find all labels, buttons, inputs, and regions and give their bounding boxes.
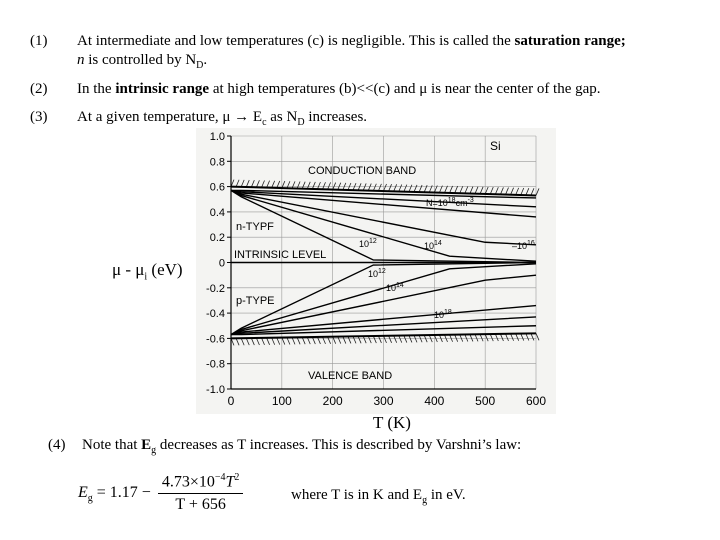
numerator-t: T	[225, 473, 235, 491]
numerator-base: 4.73×10	[161, 473, 215, 491]
point-3-mid: as N	[266, 109, 298, 125]
point-1-pre: At intermediate and low temperatures (c) is negligible. This is called the	[77, 33, 515, 49]
y-axis-label-post: (eV)	[147, 260, 183, 279]
x-tick-label: 600	[525, 394, 547, 408]
y-tick-label: 0.6	[209, 181, 225, 194]
doping-label-exp: 12	[369, 238, 377, 245]
doping-label-base: 10	[368, 269, 379, 279]
point-4-pre: Note that	[82, 437, 142, 453]
note-pre: where T is in K and E	[291, 487, 423, 503]
point-3-post: increases.	[304, 109, 368, 125]
y-tick-label: 0.2	[209, 232, 225, 245]
point-2-pre: In the	[77, 81, 116, 97]
doping-label-exp: 14	[396, 282, 404, 289]
point-4-post: decreases as T increases. This is described by Varshni’s law:	[156, 437, 522, 453]
conduction-band-label: CONDUCTION BAND	[308, 165, 417, 177]
point-2-text	[77, 80, 697, 99]
material-label: Si	[490, 139, 501, 153]
y-tick-label: -0.6	[206, 333, 225, 346]
numerator-t-exp: 2	[234, 472, 240, 483]
point-4-text	[82, 436, 702, 460]
doping-label-exp: 14	[434, 240, 442, 247]
y-axis-label-sub: i	[144, 271, 148, 283]
point-1-var: n	[77, 52, 85, 68]
point-4-number: (4)	[48, 437, 66, 453]
doping-label-base: 10	[386, 283, 397, 293]
valence-band-label: VALENCE BAND	[308, 370, 393, 382]
equation-lhs-sub: g	[87, 493, 93, 505]
equation-numerator	[158, 472, 244, 494]
note-sub: g	[422, 495, 428, 506]
x-tick-label: 500	[475, 394, 496, 408]
y-tick-label: 0	[218, 257, 225, 270]
point-4-eg-sub: g	[151, 445, 157, 456]
point-2-bold: intrinsic range	[115, 81, 210, 97]
p-type-label: p-TYPE	[236, 295, 275, 307]
equation-constant: = 1.17 −	[92, 483, 155, 501]
point-1-sub: D	[196, 60, 204, 71]
intrinsic-level-label: INTRINSIC LEVEL	[234, 249, 327, 261]
chart-svg	[196, 128, 556, 414]
varshni-equation	[78, 472, 243, 514]
density-unit: cm	[455, 198, 468, 208]
x-tick-label: 0	[227, 394, 235, 408]
y-tick-label: -0.4	[206, 308, 225, 321]
x-tick-label: 400	[424, 394, 445, 408]
numerator-exp: −4	[214, 472, 226, 483]
note-post: in eV.	[427, 487, 466, 503]
point-3-sub-d: D	[297, 117, 305, 128]
y-tick-label: -0.2	[206, 282, 225, 295]
point-3-sub-c: c	[262, 117, 267, 128]
point-1-number: (1)	[30, 33, 48, 49]
point-4-eg: E	[141, 437, 152, 453]
doping-label-base: 10	[434, 310, 445, 320]
point-2-number: (2)	[30, 81, 48, 97]
point-1-end: .	[203, 52, 208, 68]
y-tick-label: 0.4	[209, 206, 225, 219]
point-1-mid: is controlled by N	[84, 52, 197, 68]
point-1-bold: saturation range;	[514, 33, 626, 49]
y-tick-label: 0.8	[209, 156, 225, 169]
density-base: N=10	[426, 198, 448, 208]
density-exp: 18	[447, 197, 456, 204]
point-3-number: (3)	[30, 109, 48, 125]
y-tick-label: 1.0	[209, 131, 225, 143]
x-tick-label: 200	[322, 394, 343, 408]
doping-label-base: 10	[424, 241, 435, 251]
doping-label-exp: 12	[378, 268, 386, 275]
point-1-text	[77, 32, 697, 75]
equation-denominator: T + 656	[175, 496, 226, 514]
x-tick-label: 300	[373, 394, 394, 408]
equation-note	[291, 487, 466, 506]
y-tick-label: -0.8	[206, 358, 225, 371]
y-axis-label-pre: μ - μ	[112, 260, 145, 279]
x-tick-label: 100	[271, 394, 292, 408]
n-type-label: n-TYPF	[236, 221, 274, 233]
point-3-pre: At a given temperature, μ → E	[77, 109, 263, 125]
doping-label-exp: 16	[527, 240, 535, 247]
equation-fraction	[158, 472, 244, 514]
doping-label-base: 10	[517, 241, 528, 251]
doping-label-exp: 18	[444, 309, 452, 316]
doping-label-base: 10	[359, 239, 370, 249]
y-tick-label: -1.0	[206, 384, 225, 396]
point-2-post: at high temperatures (b)<<(c) and μ is near the center of the gap.	[209, 81, 601, 97]
fermi-level-chart	[196, 128, 556, 414]
y-axis-label	[112, 260, 183, 282]
equation-lhs: E	[78, 483, 88, 501]
x-axis-label: T (K)	[373, 413, 411, 432]
density-unit-exp: -3	[467, 197, 474, 204]
doping-label-dash: –	[512, 241, 518, 251]
